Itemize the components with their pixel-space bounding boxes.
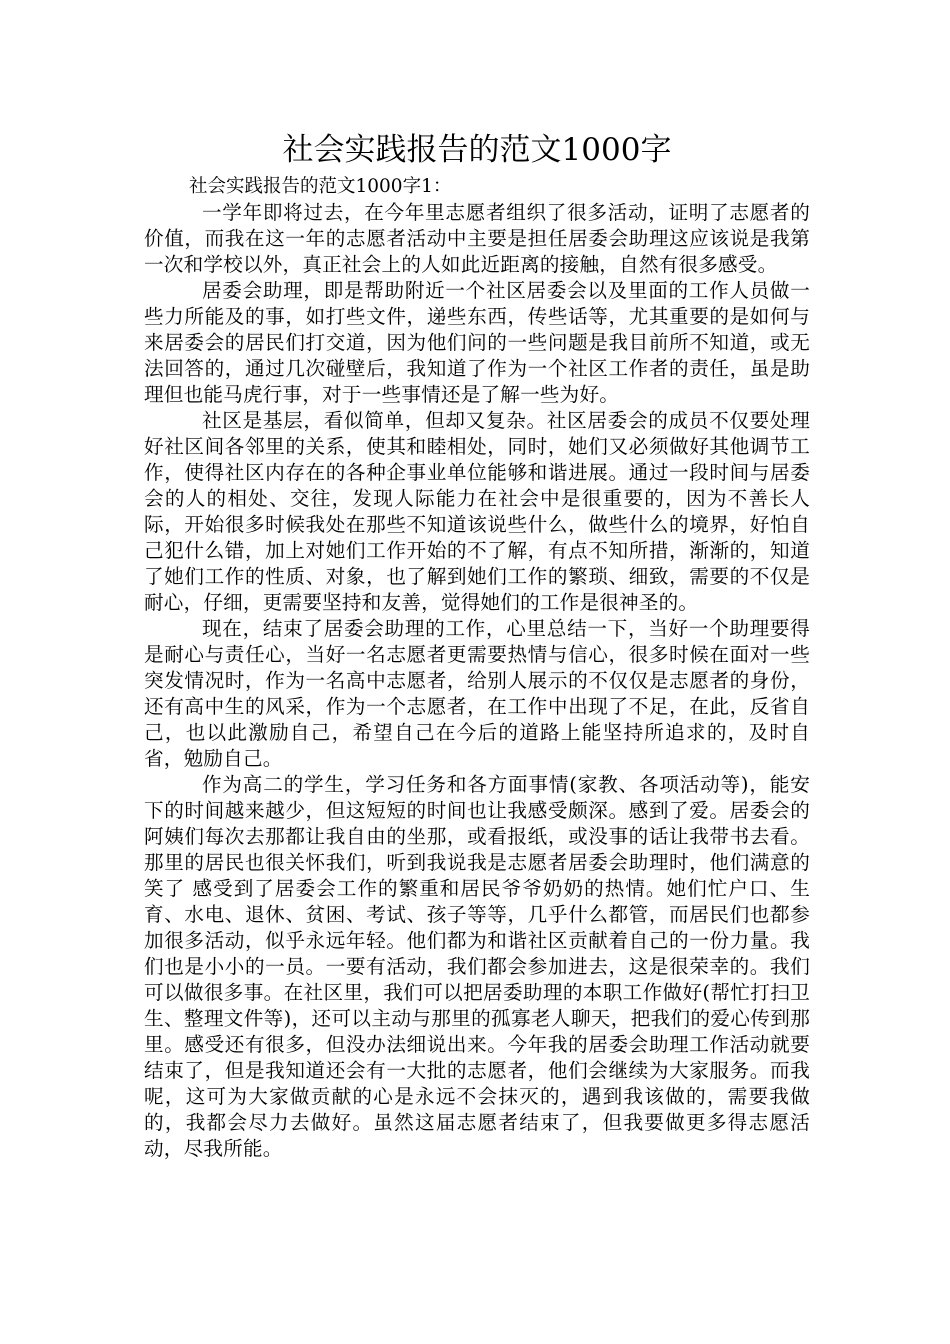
document-title: 社会实践报告的范文1000字 — [282, 132, 672, 168]
document-subtitle: 社会实践报告的范文1000字1： — [189, 176, 452, 197]
paragraph-5: 作为高二的学生，学习任务和各方面事情(家教、各项活动等)，能安下的时间越来越少，但这短短的时间也让我感受颇深。感到了爱。居委会的阿姨们每次去那都让我自由的坐那，或看报纸，或没事的话让我带书去看。那里的居民也很关怀我们，听到我说我是志愿者居委会助理时，他们满意的笑了 感受到了居委会工作的繁重和居民爷爷奶奶的热情。她们忙户口、生育、水电、退休、贫困、考试、孩子等等，几乎什么都管，而居民们也都参加很多活动，似乎永远年轻。他们都为和谐社区贡献着自己的一份力量。我们也是小小的一员。一要有活动，我们都会参加进去，这是很荣幸的。我们可以做很多事。在社区里，我们可以把居委助理的本职工作做好(帮忙打扫卫生、整理文件等)，还可以主动与那里的孤寡老人聊天，把我们的爱心传到那里。感受还有很多，但没办法细说出来。今年我的居委会助理工作活动就要结束了，但是我知道还会有一大批的志愿者，他们会继续为大家服务。而我呢，这可为大家做贡献的心是永远不会抹灭的，遇到我该做的，需要我做的，我都会尽力去做好。虽然这届志愿者结束了，但我要做更多得志愿活动，尽我所能。 — [144, 773, 810, 1160]
paragraph-2: 居委会助理，即是帮助附近一个社区居委会以及里面的工作人员做一些力所能及的事，如打些文件，递些东西，传些话等，尤其重要的是如何与来居委会的居民们打交道，因为他们问的一些问题是我目前所不知道，或无法回答的，通过几次碰壁后，我知道了作为一个社区工作者的责任，虽是助理但也能马虎行事，对于一些事情还是了解一些为好。 — [144, 279, 810, 406]
paragraph-1: 一学年即将过去，在今年里志愿者组织了很多活动，证明了志愿者的价值，而我在这一年的志愿者活动中主要是担任居委会助理这应该说是我第一次和学校以外，真正社会上的人如此近距离的接触，自然有很多感受。 — [144, 201, 810, 276]
paragraph-3: 社区是基层，看似简单，但却又复杂。社区居委会的成员不仅要处理好社区间各邻里的关系，使其和睦相处，同时，她们又必须做好其他调节工作，使得社区内存在的各种企事业单位能够和谐进展。通过一段时间与居委会的人的相处、交往，发现人际能力在社会中是很重要的，因为不善长人际，开始很多时候我处在那些不知道该说些什么，做些什么的境界，好怕自己犯什么错，加上对她们工作开始的不了解，有点不知所措，渐渐的，知道了她们工作的性质、对象，也了解到她们工作的繁琐、细致，需要的不仅是耐心，仔细，更需要坚持和友善，觉得她们的工作是很神圣的。 — [144, 409, 810, 614]
paragraph-4: 现在，结束了居委会助理的工作，心里总结一下，当好一个助理要得是耐心与责任心，当好一名志愿者更需要热情与信心，很多时候在面对一些突发情况时，作为一名高中志愿者，给别人展示的不仅仅是志愿者的身份，还有高中生的风采，作为一个志愿者，在工作中出现了不足，在此，反省自己，也以此激励自己，希望自己在今后的道路上能坚持所追求的，及时自省，勉励自己。 — [144, 617, 810, 770]
document-page — [144, 128, 810, 1162]
